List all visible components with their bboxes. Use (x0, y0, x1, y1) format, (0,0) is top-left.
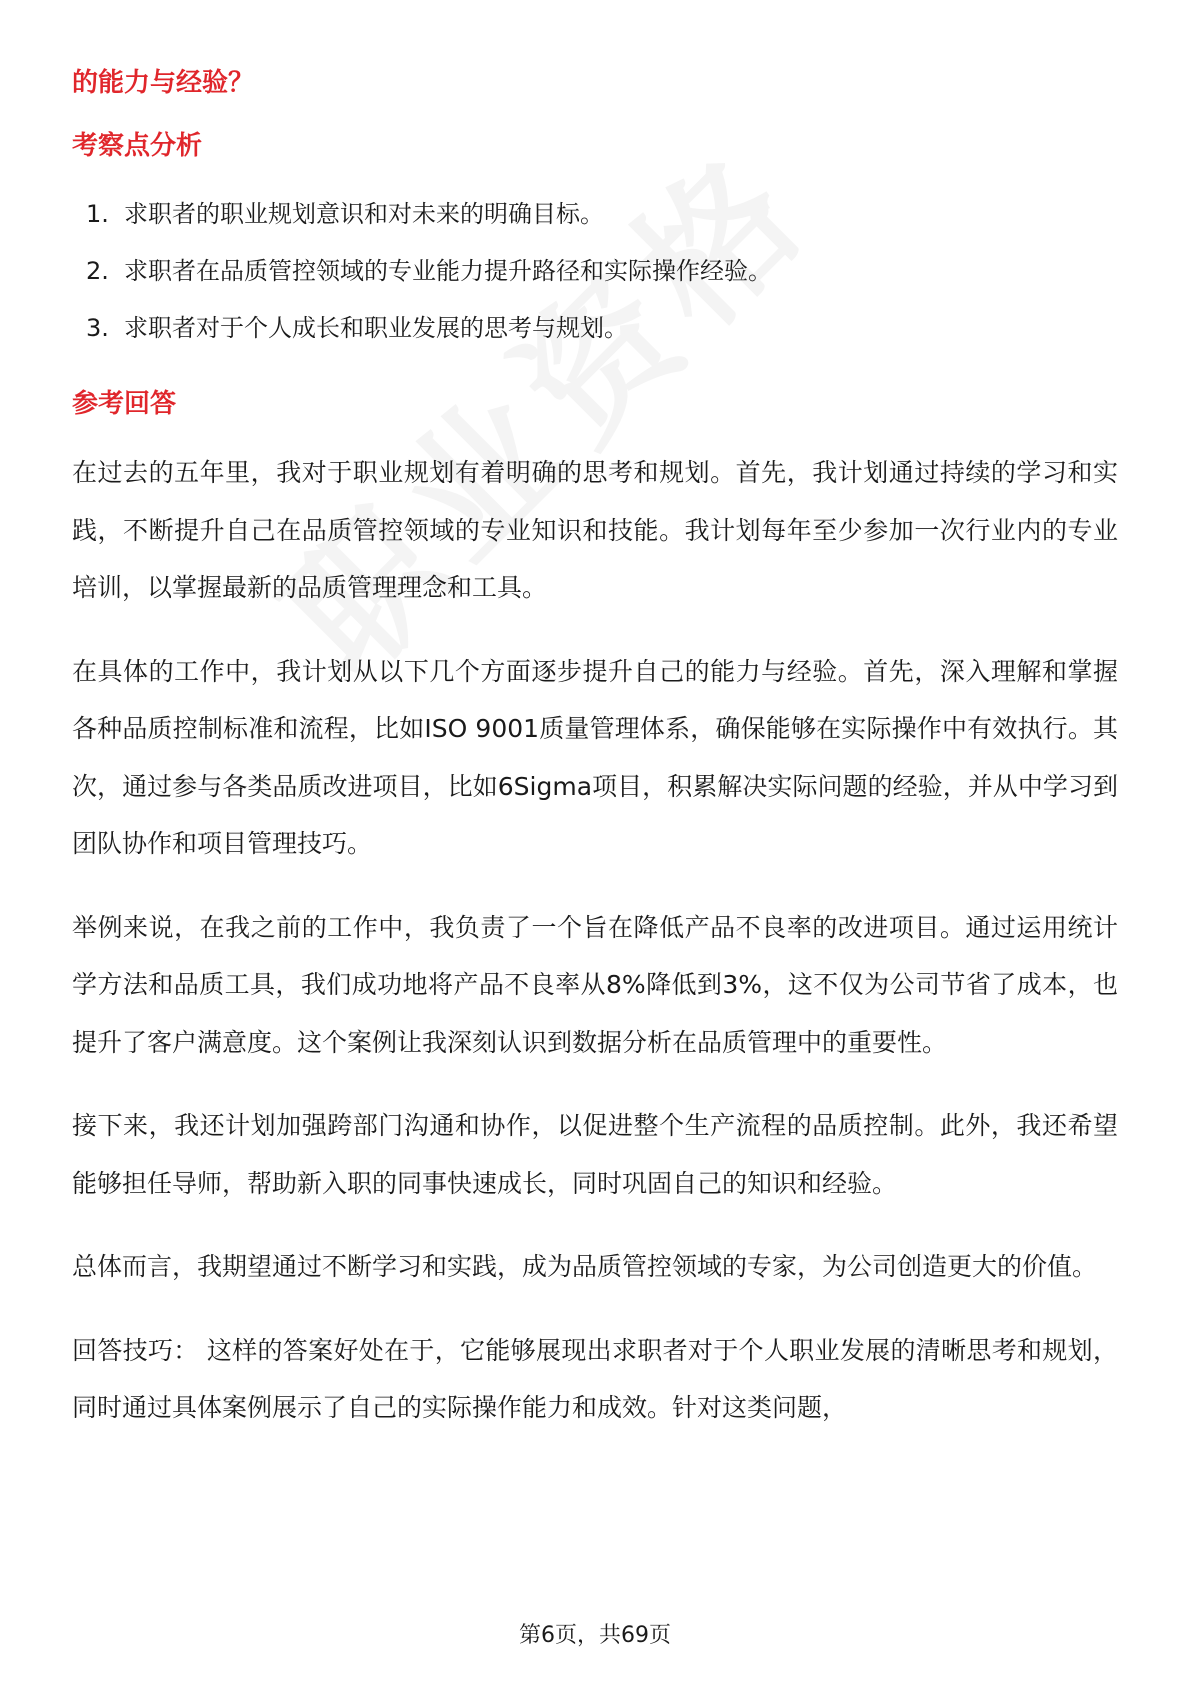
list-item (72, 186, 1118, 243)
page-footer: 第6页，共69页 (519, 1623, 671, 1648)
analysis-title: 考察点分析 (72, 131, 203, 161)
answer-paragraph: 在过去的五年里，我对于职业规划有着明确的思考和规划。首先，我计划通过持续的学习和实践，不断提升自己在品质管控领域的专业知识和技能。我计划每年至少参加一次行业内的专业培训，以掌握最新的品质管理理念和工具。 (72, 458, 1118, 602)
list-item-text: 求职者的职业规划意识和对未来的明确目标。 (124, 200, 604, 228)
answer-tips: 回答技巧： 这样的答案好处在于，它能够展现出求职者对于个人职业发展的清晰思考和规划，同时通过具体案例展示了自己的实际操作能力和成效。针对这类问题， (72, 1335, 1118, 1422)
list-item-number: 1. (86, 200, 109, 228)
list-item (72, 300, 1118, 357)
answer-paragraph: 接下来，我还计划加强跨部门沟通和协作，以促进整个生产流程的品质控制。此外，我还希望能够担任导师，帮助新入职的同事快速成长，同时巩固自己的知识和经验。 (72, 1111, 1118, 1198)
list-item (72, 243, 1118, 300)
analysis-list (72, 186, 1118, 357)
answer-paragraph: 在具体的工作中，我计划从以下几个方面逐步提升自己的能力与经验。首先，深入理解和掌握各种品质控制标准和流程，比如ISO 9001质量管理体系，确保能够在实际操作中有效执行。其次，通过参与各类品质改进项目，比如6Sigma项目，积累解决实际问题的经验，并从中学习到团队协作和项目管理技巧。 (72, 656, 1118, 858)
answer-paragraph: 总体而言，我期望通过不断学习和实践，成为品质管控领域的专家，为公司创造更大的价值。 (72, 1252, 1098, 1281)
list-item-number: 3. (86, 314, 109, 342)
answer-title: 参考回答 (72, 389, 177, 419)
page-content (72, 56, 1118, 1437)
list-item-text: 求职者在品质管控领域的专业能力提升路径和实际操作经验。 (124, 257, 772, 285)
question-tail: 的能力与经验？ (72, 68, 255, 98)
list-item-number: 2. (86, 257, 109, 285)
answer-paragraph: 举例来说，在我之前的工作中，我负责了一个旨在降低产品不良率的改进项目。通过运用统计学方法和品质工具，我们成功地将产品不良率从8%降低到3%，这不仅为公司节省了成本，也提升了客户满意度。这个案例让我深刻认识到数据分析在品质管理中的重要性。 (72, 912, 1118, 1057)
list-item-text: 求职者对于个人成长和职业发展的思考与规划。 (124, 314, 628, 342)
